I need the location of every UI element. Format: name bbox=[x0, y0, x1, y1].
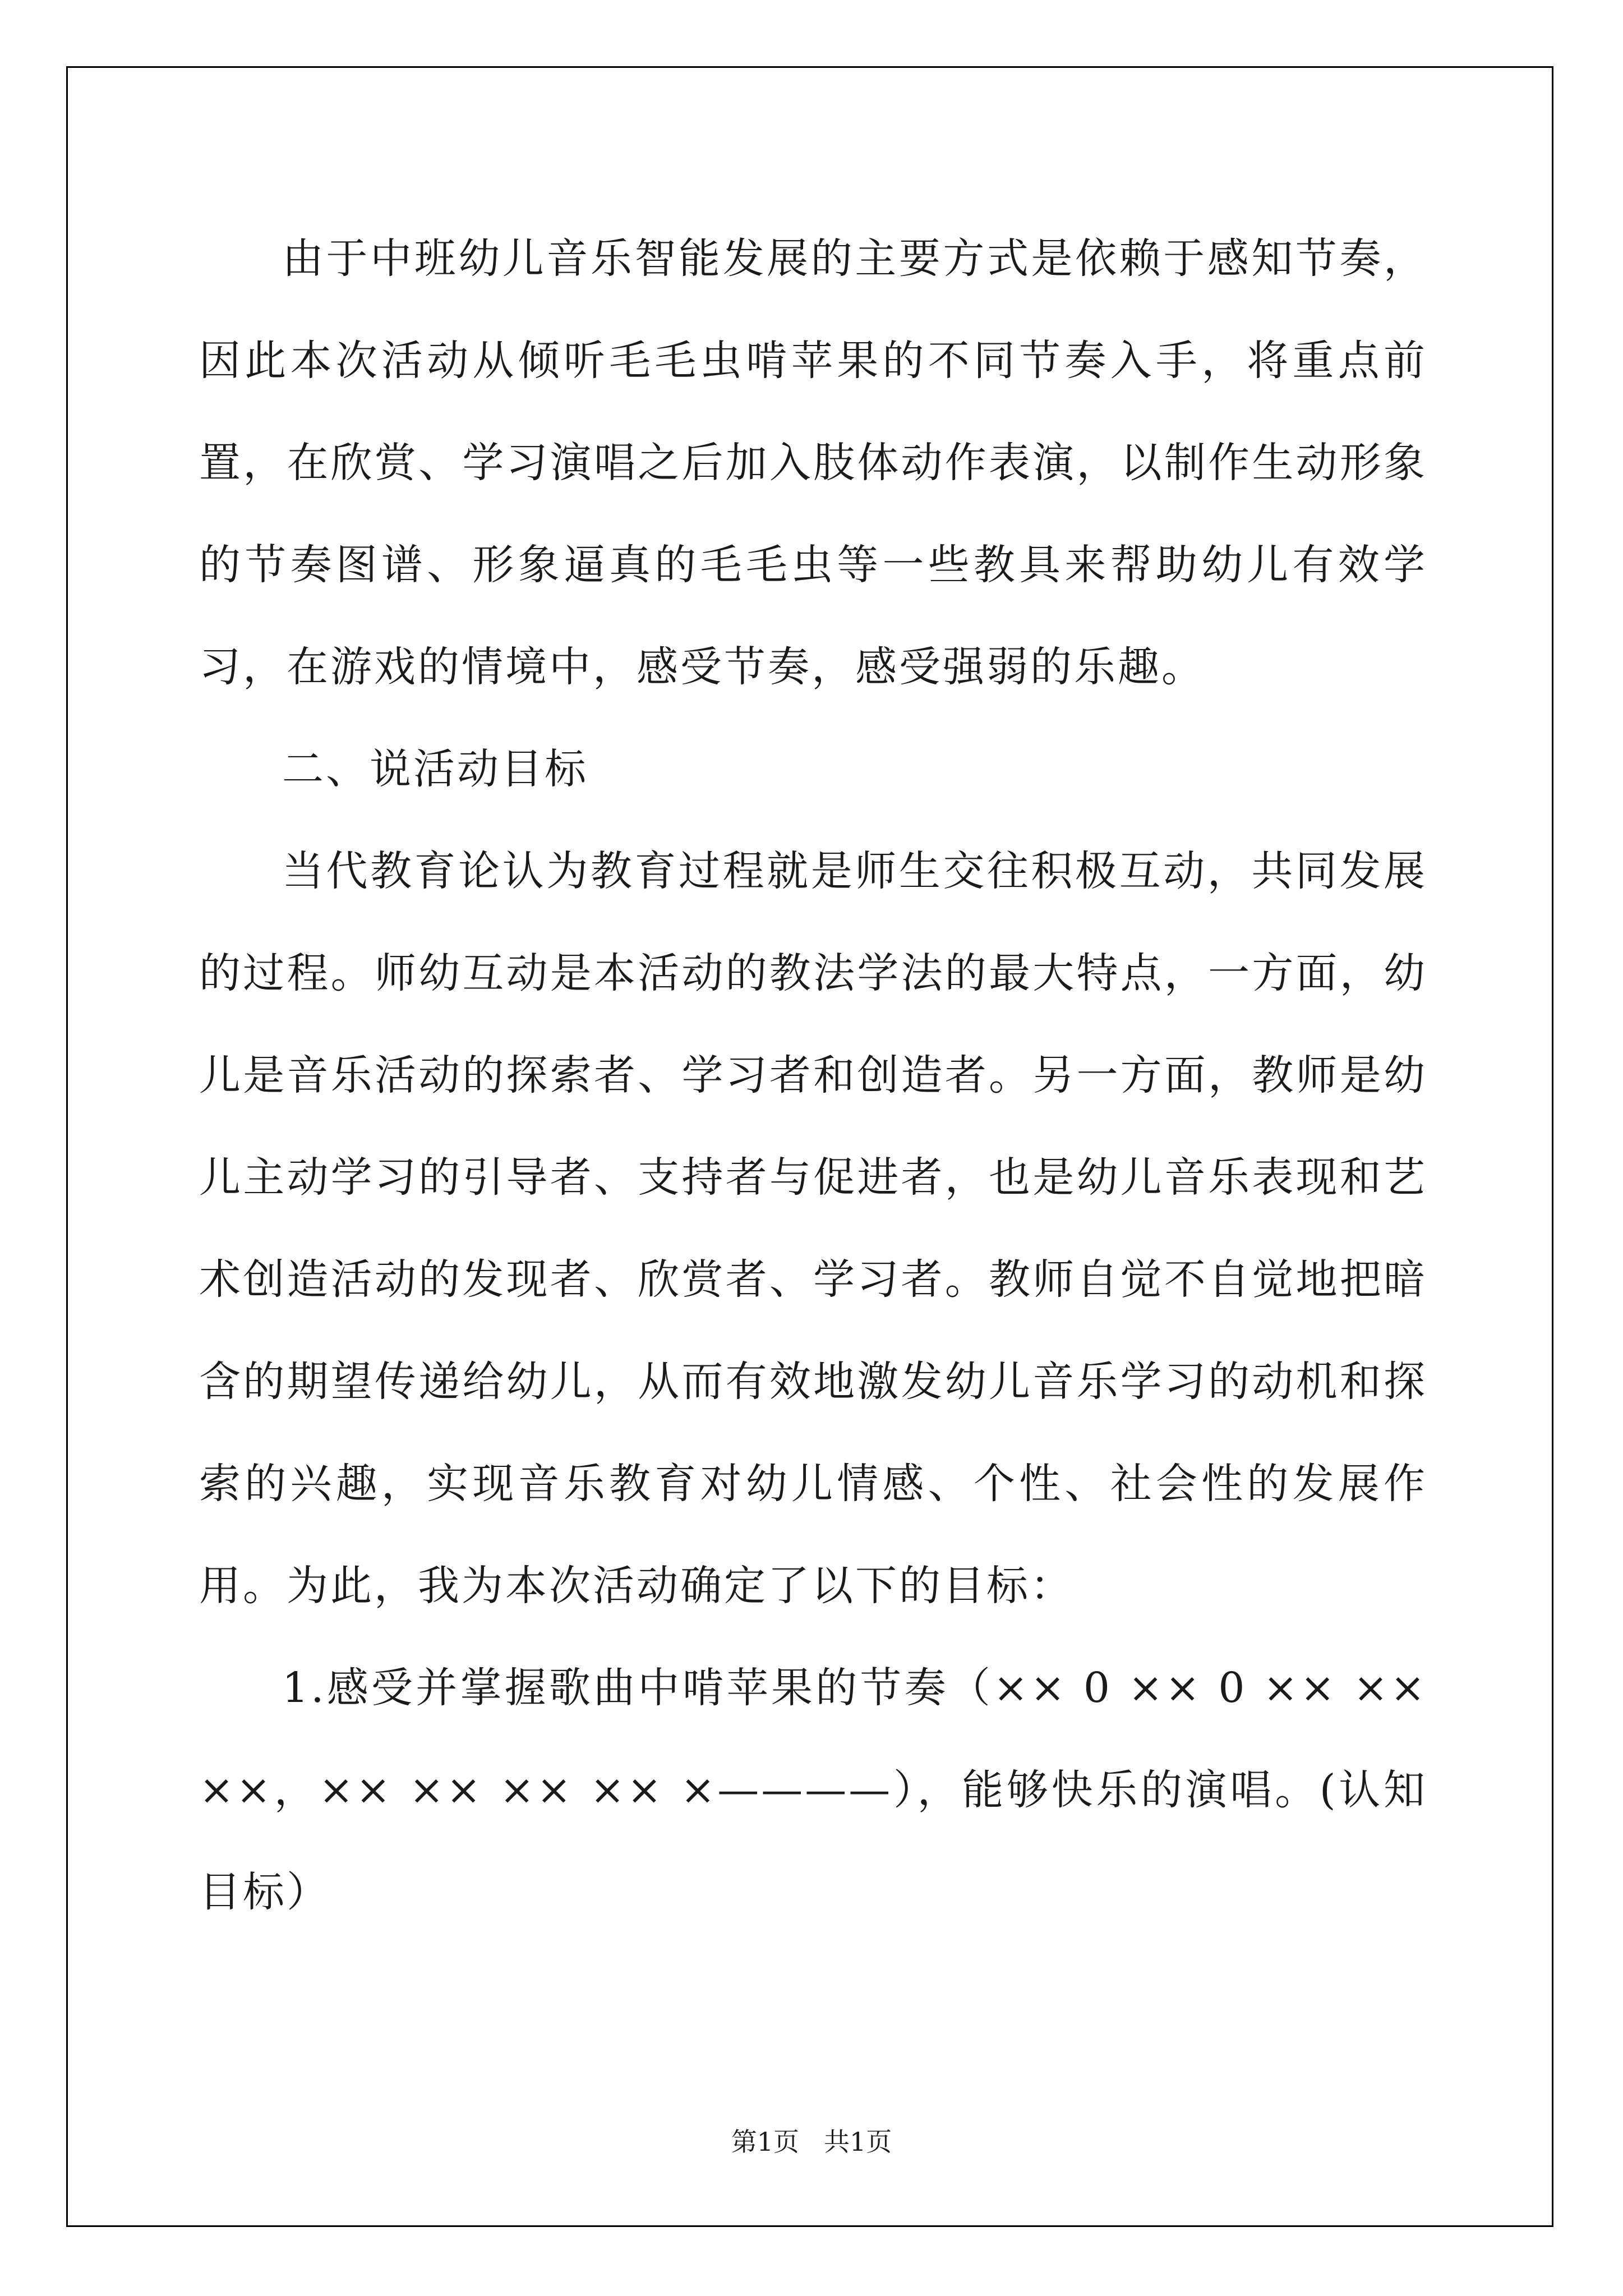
paragraph-intro: 由于中班幼儿音乐智能发展的主要方式是依赖于感知节奏，因此本次活动从倾听毛毛虫啃苹果的不同节奏入手，将重点前置，在欣赏、学习演唱之后加入肢体动作表演，以制作生动形象的节奏图谱、形象逼真的毛毛虫等一些教具来帮助幼儿有效学习，在游戏的情境中，感受节奏，感受强弱的乐趣。 bbox=[199, 234, 1427, 691]
page-footer bbox=[0, 2125, 1623, 2159]
paragraph-goal-1: 1.感受并掌握歌曲中啃苹果的节奏（×× 0 ×× 0 ×× ×× ××，×× ×× ×× ×× ×————），能够快乐的演唱。(认知目标） bbox=[199, 1664, 1427, 1916]
page-number-current: 第1页 bbox=[731, 2127, 799, 2157]
document-body bbox=[199, 208, 1427, 1943]
page-number-total: 共1页 bbox=[824, 2127, 892, 2157]
paragraph-education-theory: 当代教育论认为教育过程就是师生交往积极互动，共同发展的过程。师幼互动是本活动的教法学法的最大特点，一方面，幼儿是音乐活动的探索者、学习者和创造者。另一方面，教师是幼儿主动学习的引导者、支持者与促进者，也是幼儿音乐表现和艺术创造活动的发现者、欣赏者、学习者。教师自觉不自觉地把暗含的期望传递给幼儿，从而有效地激发幼儿音乐学习的动机和探索的兴趣，实现音乐教育对幼儿情感、个性、社会性的发展作用。为此，我为本次活动确定了以下的目标： bbox=[199, 847, 1427, 1610]
section-heading-activity-goals: 二、说活动目标 bbox=[282, 745, 588, 793]
